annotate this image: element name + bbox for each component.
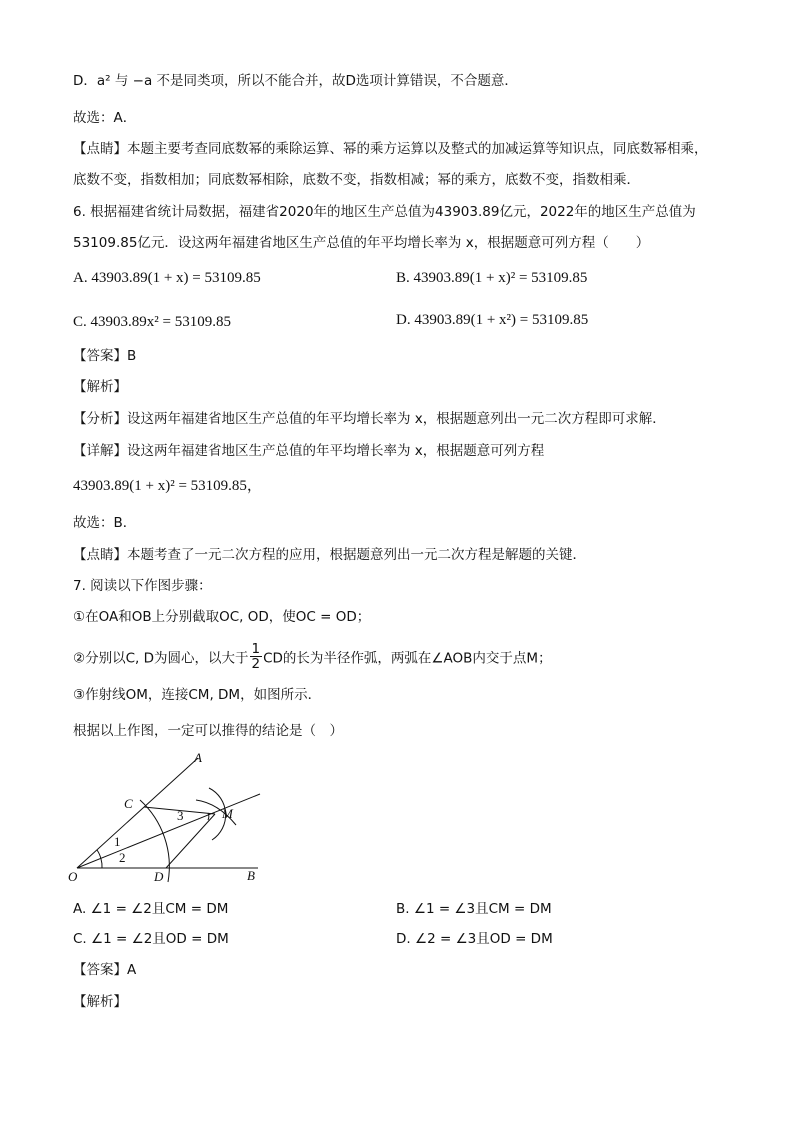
step-1: ①在OA和OB上分别截取OC, OD，使OC = OD； — [73, 609, 371, 625]
label-a: A — [194, 750, 202, 765]
label-angle-2: 2 — [119, 850, 126, 865]
label-angle-3: 3 — [177, 808, 184, 823]
label-c: C — [124, 796, 133, 811]
label-o: O — [68, 869, 78, 884]
text-line: D．a² 与 −a 不是同类项，所以不能合并，故D选项计算错误，不合题意． — [73, 73, 518, 89]
text-line: 【点睛】本题主要考查同底数幂的乘除运算、幂的乘方运算以及整式的加减运算等知识点，同底数幂相乘， — [73, 141, 708, 157]
equation: 43903.89(1 + x)² = 53109.85， — [73, 478, 262, 494]
label-b: B — [247, 868, 255, 883]
analysis-label: 【解析】 — [73, 379, 127, 395]
step-3: ③作射线OM，连接CM, DM，如图所示． — [73, 687, 322, 703]
analysis-text: 【分析】设这两年福建省地区生产总值的年平均增长率为 x，根据题意列出一元二次方程即可求解． — [73, 411, 666, 427]
label-d: D — [154, 869, 164, 884]
option-b: B. ∠1 = ∠3且CM = DM — [396, 901, 552, 917]
step-2 — [73, 641, 552, 673]
text-line: 底数不变，指数相加；同底数幂相除，底数不变，指数相减；幂的乘方，底数不变，指数相乘． — [73, 172, 640, 188]
question-6-stem: 6. 根据福建省统计局数据，福建省2020年的地区生产总值为43903.89亿元，2022年的地区生产总值为 — [73, 204, 696, 220]
angle-3-arc — [208, 813, 209, 820]
angle-1-arc — [97, 850, 101, 859]
detail-text: 【详解】设这两年福建省地区生产总值的年平均增长率为 x，根据题意可列方程 — [73, 443, 545, 459]
option-a: A. ∠1 = ∠2且CM = DM — [73, 901, 229, 917]
fraction — [250, 642, 263, 671]
text-line: 故选：A． — [73, 110, 137, 126]
angle-2-arc — [101, 859, 102, 868]
option-c: C. 43903.89x² = 53109.85 — [73, 314, 231, 330]
geometry-figure — [68, 748, 268, 888]
comment-text: 【点睛】本题考查了一元二次方程的应用，根据题意列出一元二次方程是解题的关键． — [73, 547, 586, 563]
question-6-stem: 53109.85亿元．设这两年福建省地区生产总值的年平均增长率为 x，根据题意可列方程（ ） — [73, 235, 650, 251]
step-2-part-b: CD的长为半径作弧，两弧在∠AOB内交于点M； — [263, 650, 552, 667]
select-text: 故选：B． — [73, 515, 137, 531]
label-m: M — [222, 806, 233, 821]
option-b: B. 43903.89(1 + x)² = 53109.85 — [396, 270, 588, 286]
option-d: D. ∠2 = ∠3且OD = DM — [396, 931, 553, 947]
answer-label: 【答案】A — [73, 962, 137, 978]
question-7-stem: 7. 阅读以下作图步骤： — [73, 578, 212, 594]
option-c: C. ∠1 = ∠2且OD = DM — [73, 931, 229, 947]
fraction-numerator: 1 — [251, 641, 261, 657]
question-7-prompt: 根据以上作图，一定可以推得的结论是（ ） — [73, 723, 343, 739]
answer-label: 【答案】B — [73, 348, 137, 364]
option-d: D. 43903.89(1 + x²) = 53109.85 — [396, 312, 589, 328]
label-angle-1: 1 — [114, 834, 121, 849]
option-a: A. 43903.89(1 + x) = 53109.85 — [73, 270, 261, 286]
analysis-label: 【解析】 — [73, 994, 127, 1010]
fraction-denominator: 2 — [251, 656, 261, 672]
step-2-part-a: ②分别以C, D为圆心，以大于 — [73, 650, 249, 667]
